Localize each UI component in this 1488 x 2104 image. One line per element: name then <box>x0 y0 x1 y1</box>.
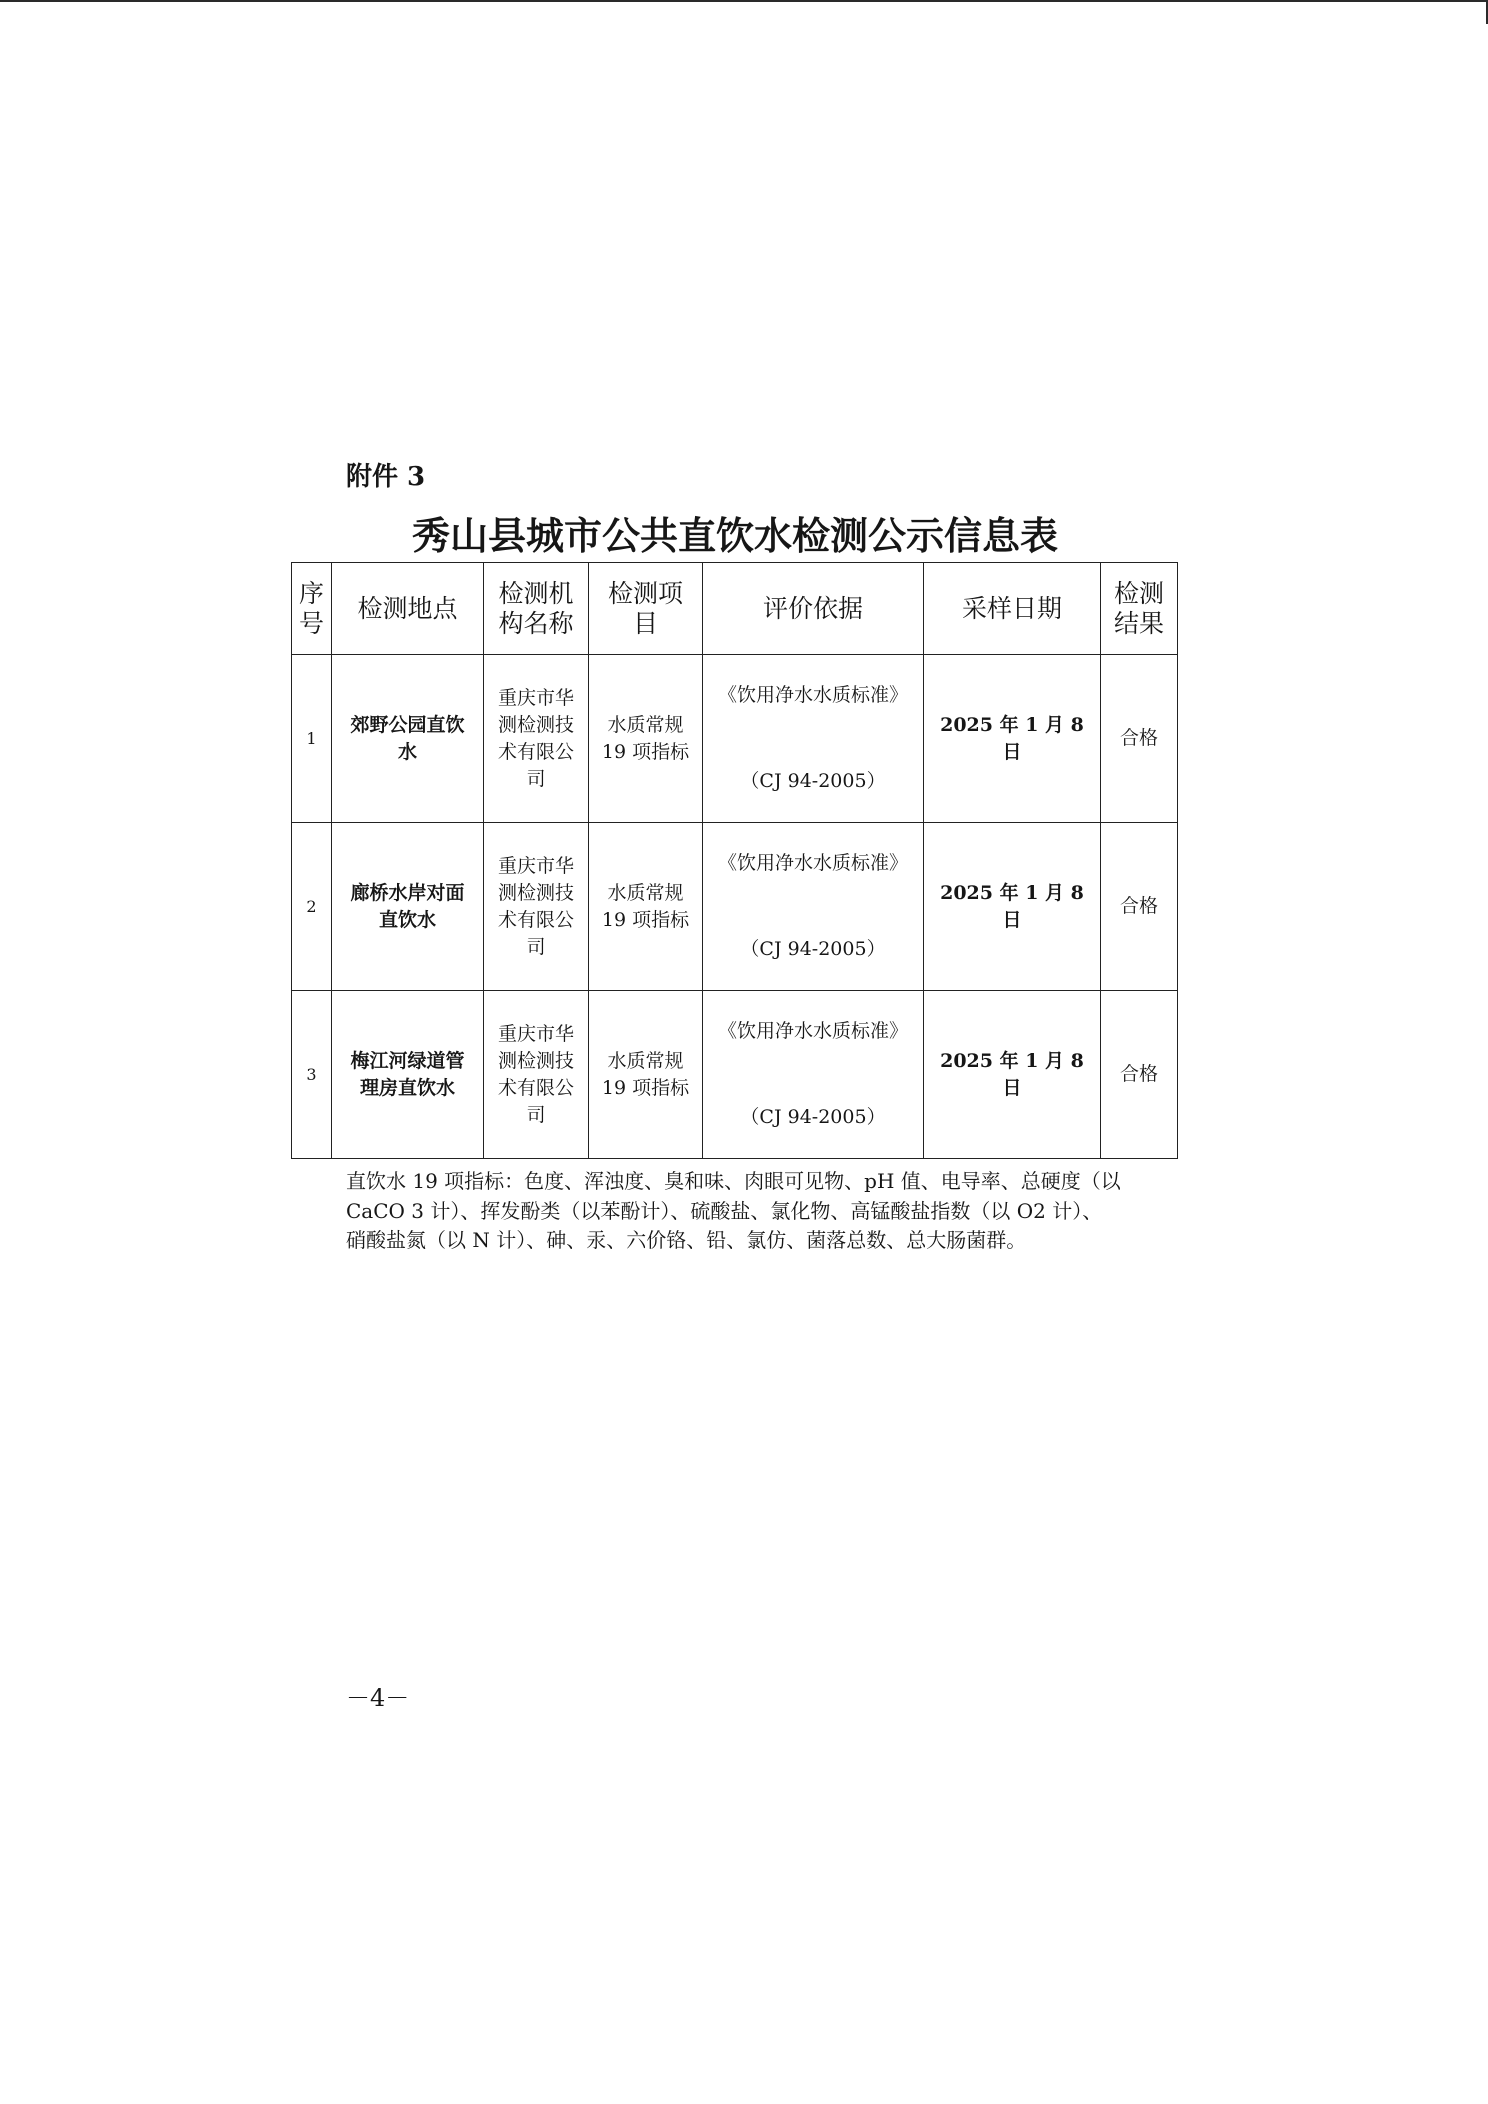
standard-code: （CJ 94-2005） <box>740 770 886 792</box>
standard-name: 《饮用净水水质标准》 <box>717 684 908 706</box>
header-agency: 检测机 构名称 <box>484 563 589 655</box>
table-row <box>292 823 1178 991</box>
header-standard: 评价依据 <box>703 563 924 655</box>
table-row <box>292 991 1178 1159</box>
cell-no: 1 <box>292 655 332 823</box>
standard-name: 《饮用净水水质标准》 <box>717 852 908 874</box>
header-location: 检测地点 <box>332 563 484 655</box>
cell-agency: 重庆市华 测检测技 术有限公 司 <box>484 655 589 823</box>
table-header-row <box>292 563 1178 655</box>
header-item: 检测项 目 <box>589 563 703 655</box>
standard-code: （CJ 94-2005） <box>740 938 886 960</box>
cell-location: 梅江河绿道管 理房直饮水 <box>332 991 484 1159</box>
header-no: 序 号 <box>292 563 332 655</box>
standard-name: 《饮用净水水质标准》 <box>717 1020 908 1042</box>
cell-result: 合格 <box>1101 823 1178 991</box>
cell-date: 2025 年 1 月 8 日 <box>924 655 1101 823</box>
cell-agency: 重庆市华 测检测技 术有限公 司 <box>484 823 589 991</box>
cell-agency: 重庆市华 测检测技 术有限公 司 <box>484 991 589 1159</box>
cell-location: 郊野公园直饮 水 <box>332 655 484 823</box>
document-title: 秀山县城市公共直饮水检测公示信息表 <box>411 513 1058 558</box>
page-number: －4－ <box>346 1684 410 1712</box>
cell-location: 廊桥水岸对面 直饮水 <box>332 823 484 991</box>
cell-standard <box>703 823 924 991</box>
cell-no: 3 <box>292 991 332 1159</box>
footnote-indicators: 直饮水 19 项指标：色度、浑浊度、臭和味、肉眼可见物、pH 值、电导率、总硬度（以 CaCO 3 计）、挥发酚类（以苯酚计）、硫酸盐、氯化物、高锰酸盐指数（以 O2 计）、 硝酸盐氮（以 N 计）、砷、汞、六价铬、铅、氯仿、菌落总数、总大肠菌群。 <box>346 1169 1121 1252</box>
cell-item: 水质常规 19 项指标 <box>589 655 703 823</box>
cell-item: 水质常规 19 项指标 <box>589 823 703 991</box>
cell-result: 合格 <box>1101 655 1178 823</box>
cell-date: 2025 年 1 月 8 日 <box>924 823 1101 991</box>
cell-result: 合格 <box>1101 991 1178 1159</box>
cell-standard <box>703 655 924 823</box>
standard-code: （CJ 94-2005） <box>740 1106 886 1128</box>
inspection-info-table <box>291 562 1178 1159</box>
cell-item: 水质常规 19 项指标 <box>589 991 703 1159</box>
cell-no: 2 <box>292 823 332 991</box>
attachment-label: 附件 3 <box>346 462 426 492</box>
header-date: 采样日期 <box>924 563 1101 655</box>
cell-date: 2025 年 1 月 8 日 <box>924 991 1101 1159</box>
table-row <box>292 655 1178 823</box>
header-result: 检测 结果 <box>1101 563 1178 655</box>
scan-top-edge <box>0 0 1488 2</box>
cell-standard <box>703 991 924 1159</box>
